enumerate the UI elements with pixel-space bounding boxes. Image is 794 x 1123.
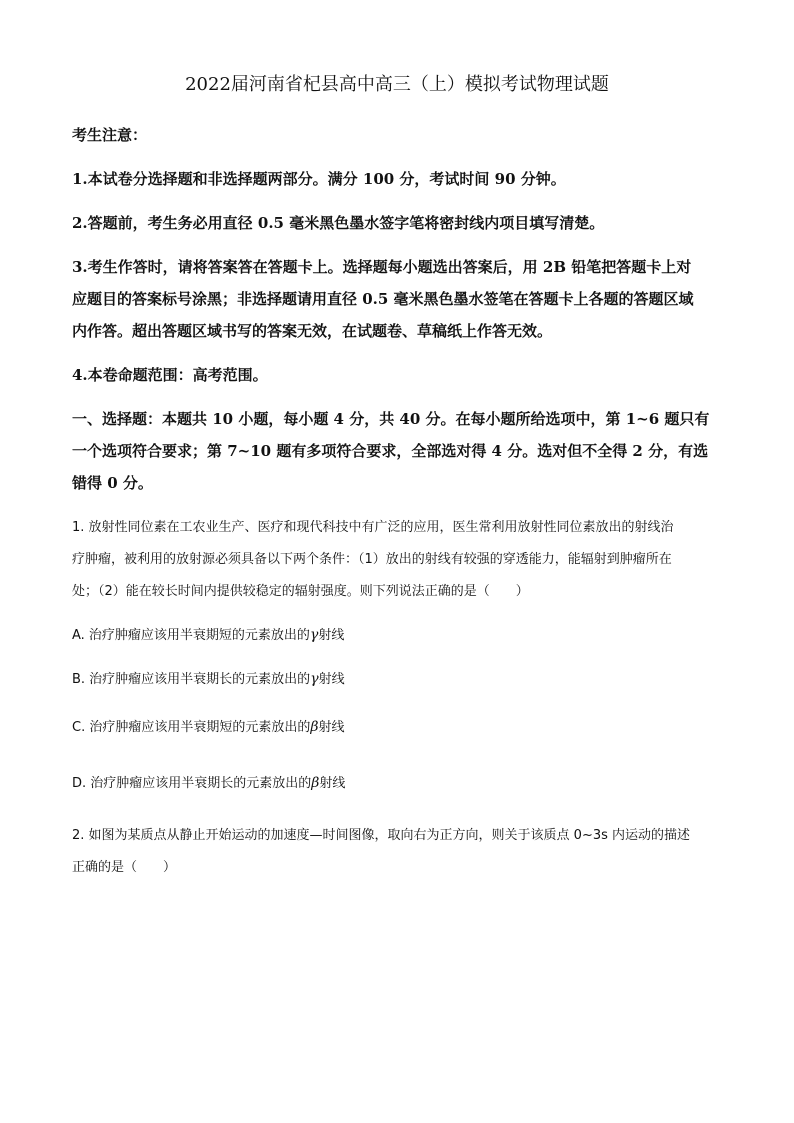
option-a-suffix: 射线: [318, 628, 345, 643]
question-1-option-d: [72, 772, 345, 791]
question-1-line-1: 1. 放射性同位素在工农业生产、医疗和现代科技中有广泛的应用，医生常利用放射性同位素放出的射线治: [72, 520, 674, 535]
page-title: 2022届河南省杞县高中高三（上）模拟考试物理试题: [185, 74, 609, 95]
gamma-symbol: γ: [310, 671, 319, 687]
option-c-suffix: 射线: [318, 720, 345, 735]
option-b-suffix: 射线: [318, 672, 345, 687]
beta-symbol: β: [310, 719, 319, 735]
notice-1: 1.本试卷分选择题和非选择题两部分。满分 100 分，考试时间 90 分钟。: [72, 170, 566, 188]
notice-3-line-1: 3.考生作答时，请将答案答在答题卡上。选择题每小题选出答案后，用 2B 铅笔把答题卡上对: [72, 258, 692, 276]
option-d-text: D. 治疗肿瘤应该用半衰期长的元素放出的: [72, 776, 312, 791]
question-2-line-1: 2. 如图为某质点从静止开始运动的加速度—时间图像，取向右为正方向，则关于该质点 0~3s 内运动的描述: [72, 828, 691, 843]
question-1-line-3: 处；（2）能在较长时间内提供较稳定的辐射强度。则下列说法正确的是（ ）: [72, 584, 529, 599]
beta-symbol: β: [311, 775, 320, 791]
section-heading-line-1: 一、选择题：本题共 10 小题，每小题 4 分，共 40 分。在每小题所给选项中，第 1~6 题只有: [72, 410, 710, 428]
option-d-suffix: 射线: [319, 776, 346, 791]
question-1-option-c: [72, 716, 344, 735]
question-1-option-b: [72, 668, 345, 687]
notice-3-line-2: 应题目的答案标号涂黑；非选择题请用直径 0.5 毫米黑色墨水签笔在答题卡上各题的答题区域: [72, 290, 694, 308]
section-heading-line-2: 一个选项符合要求；第 7~10 题有多项符合要求，全部选对得 4 分。选对但不全得 2 分，有选: [72, 442, 709, 460]
notice-4: 4.本卷命题范围：高考范围。: [72, 366, 268, 384]
notice-heading: 考生注意：: [72, 126, 148, 144]
option-b-text: B. 治疗肿瘤应该用半衰期长的元素放出的: [72, 672, 311, 687]
option-c-text: C. 治疗肿瘤应该用半衰期短的元素放出的: [72, 720, 311, 735]
question-1-option-a: [72, 624, 344, 643]
gamma-symbol: γ: [309, 627, 319, 643]
question-1-line-2: 疗肿瘤，被利用的放射源必须具备以下两个条件：（1）放出的射线有较强的穿透能力，能辐射到肿瘤所在: [72, 552, 672, 567]
section-heading-line-3: 错得 0 分。: [72, 474, 153, 492]
notice-3-line-3: 内作答。超出答题区域书写的答案无效，在试题卷、草稿纸上作答无效。: [72, 322, 553, 340]
question-2-line-2: 正确的是（ ）: [72, 860, 177, 875]
option-a-text: A. 治疗肿瘤应该用半衰期短的元素放出的: [72, 628, 310, 643]
notice-2: 2.答题前，考生务必用直径 0.5 毫米黑色墨水签字笔将密封线内项目填写清楚。: [72, 214, 605, 232]
